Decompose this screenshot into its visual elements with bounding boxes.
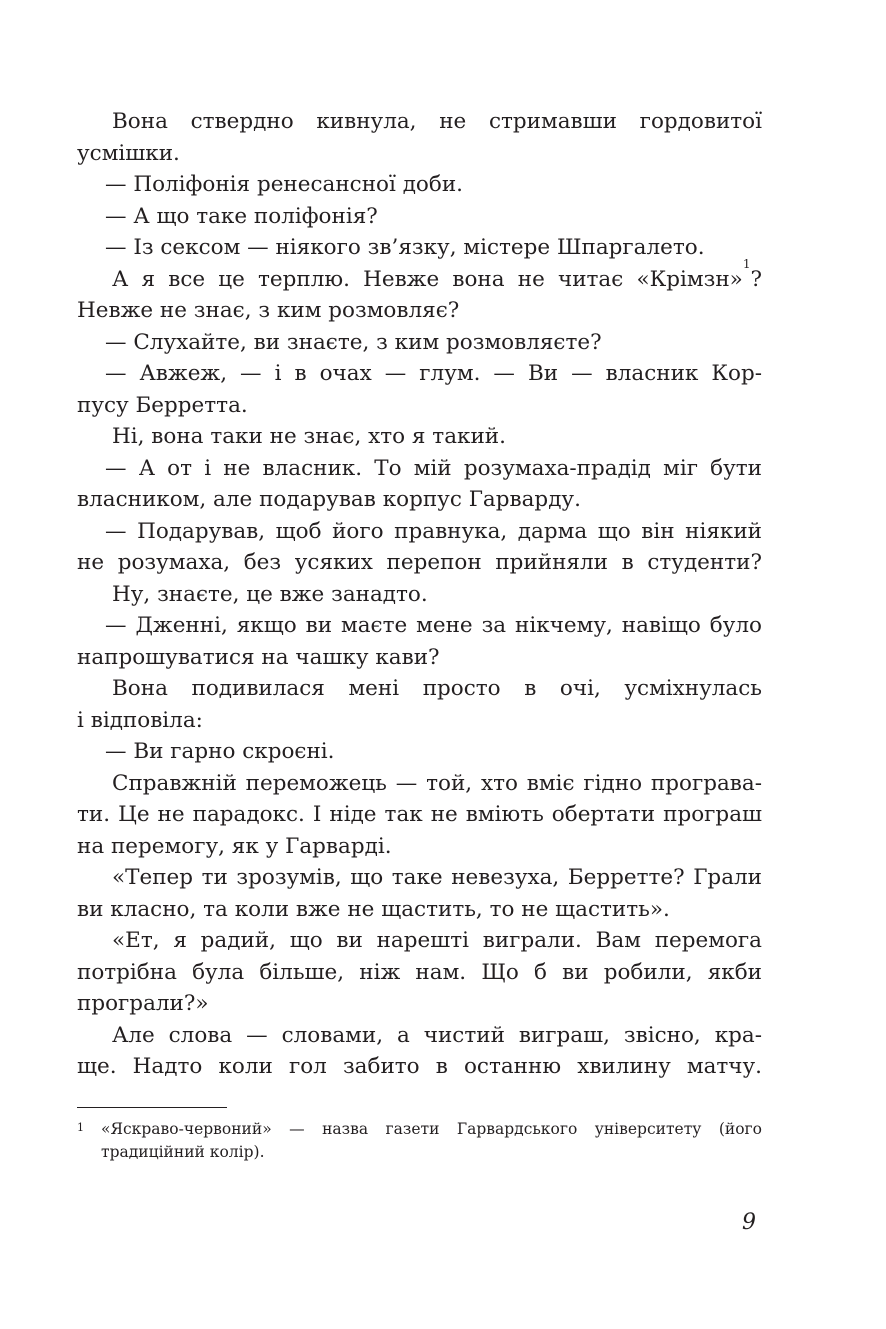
text-line: Справжній переможець — той, хто вміє гідно програва-: [112, 770, 762, 796]
footnote-number: 1: [77, 1121, 84, 1134]
text-line: потрібна була більше, ніж нам. Що б ви робили, якби: [77, 959, 762, 985]
footnote: [77, 1118, 762, 1164]
text-line-with-footnote: [77, 256, 762, 296]
text-line: — А що таке поліфонія?: [105, 203, 378, 229]
text-line: програли?»: [77, 991, 209, 1016]
text-line: пусу Берретта.: [77, 392, 248, 418]
footnote-line: традиційний колір).: [101, 1143, 265, 1161]
text-line: на перемогу, як у Гарварді.: [77, 833, 392, 859]
text-line: «Тепер ти зрозумів, що таке невезуха, Берретте? Грали: [112, 865, 762, 890]
footnote-line: «Яскраво-червоний» — назва газети Гарвардського університету (його: [101, 1120, 762, 1138]
text-segment: А я все це терплю. Невже вона не читає «Крімзн»: [112, 266, 743, 292]
text-segment: ?: [750, 266, 762, 292]
text-line: Ні, вона таки не знає, хто я такий.: [112, 424, 506, 449]
page-number: 9: [742, 1210, 756, 1235]
text-line: — Авжеж, — і в очах — глум. — Ви — власник Кор-: [105, 361, 762, 386]
text-line: напрошуватися на чашку кави?: [77, 644, 440, 670]
footnote-divider: [77, 1107, 227, 1108]
main-text: [77, 106, 762, 1083]
text-line: Вона подивилася мені просто в очі, усміхнулась: [112, 676, 762, 701]
text-line: — Слухайте, ви знаєте, з ким розмовляєте?: [105, 329, 602, 355]
text-line: власником, але подарував корпус Гарварду.: [77, 487, 581, 512]
text-line: Вона ствердно кивнула, не стримавши гордовитої: [112, 109, 762, 134]
text-line: — Ви гарно скроєні.: [105, 739, 335, 764]
text-line: усмішки.: [77, 140, 180, 166]
text-line: Ну, знаєте, це вже занадто.: [112, 581, 428, 607]
text-line: не розумаха, без усяких перепон прийняли в студенти?: [77, 550, 762, 575]
text-line: Невже не знає, з ким розмовляє?: [77, 298, 460, 323]
text-line: ще. Надто коли гол забито в останню хвилину матчу.: [77, 1054, 762, 1079]
text-line: ти. Це не парадокс. І ніде так не вміють обертати програш: [77, 802, 762, 827]
text-line: Але слова — словами, а чистий виграш, звісно, кра-: [112, 1022, 762, 1048]
text-line: — А от і не власник. То мій розумаха-прадід міг бути: [105, 455, 762, 481]
text-line: — Поліфонія ренесансної доби.: [105, 172, 463, 197]
text-line: «Ет, я радий, що ви нарешті виграли. Вам перемога: [112, 928, 762, 953]
text-line: — Подарував, щоб його правнука, дарма що він ніякий: [105, 518, 762, 544]
text-line: і відповіла:: [77, 707, 203, 733]
text-line: ви класно, та коли вже не щастить, то не щастить».: [77, 896, 670, 922]
footnote-marker: 1: [742, 256, 751, 271]
text-line: — Із сексом — ніякого зв’язку, містере Шпаргалето.: [105, 235, 705, 260]
text-line: — Дженні, якщо ви маєте мене за нікчему, навіщо було: [105, 613, 762, 638]
